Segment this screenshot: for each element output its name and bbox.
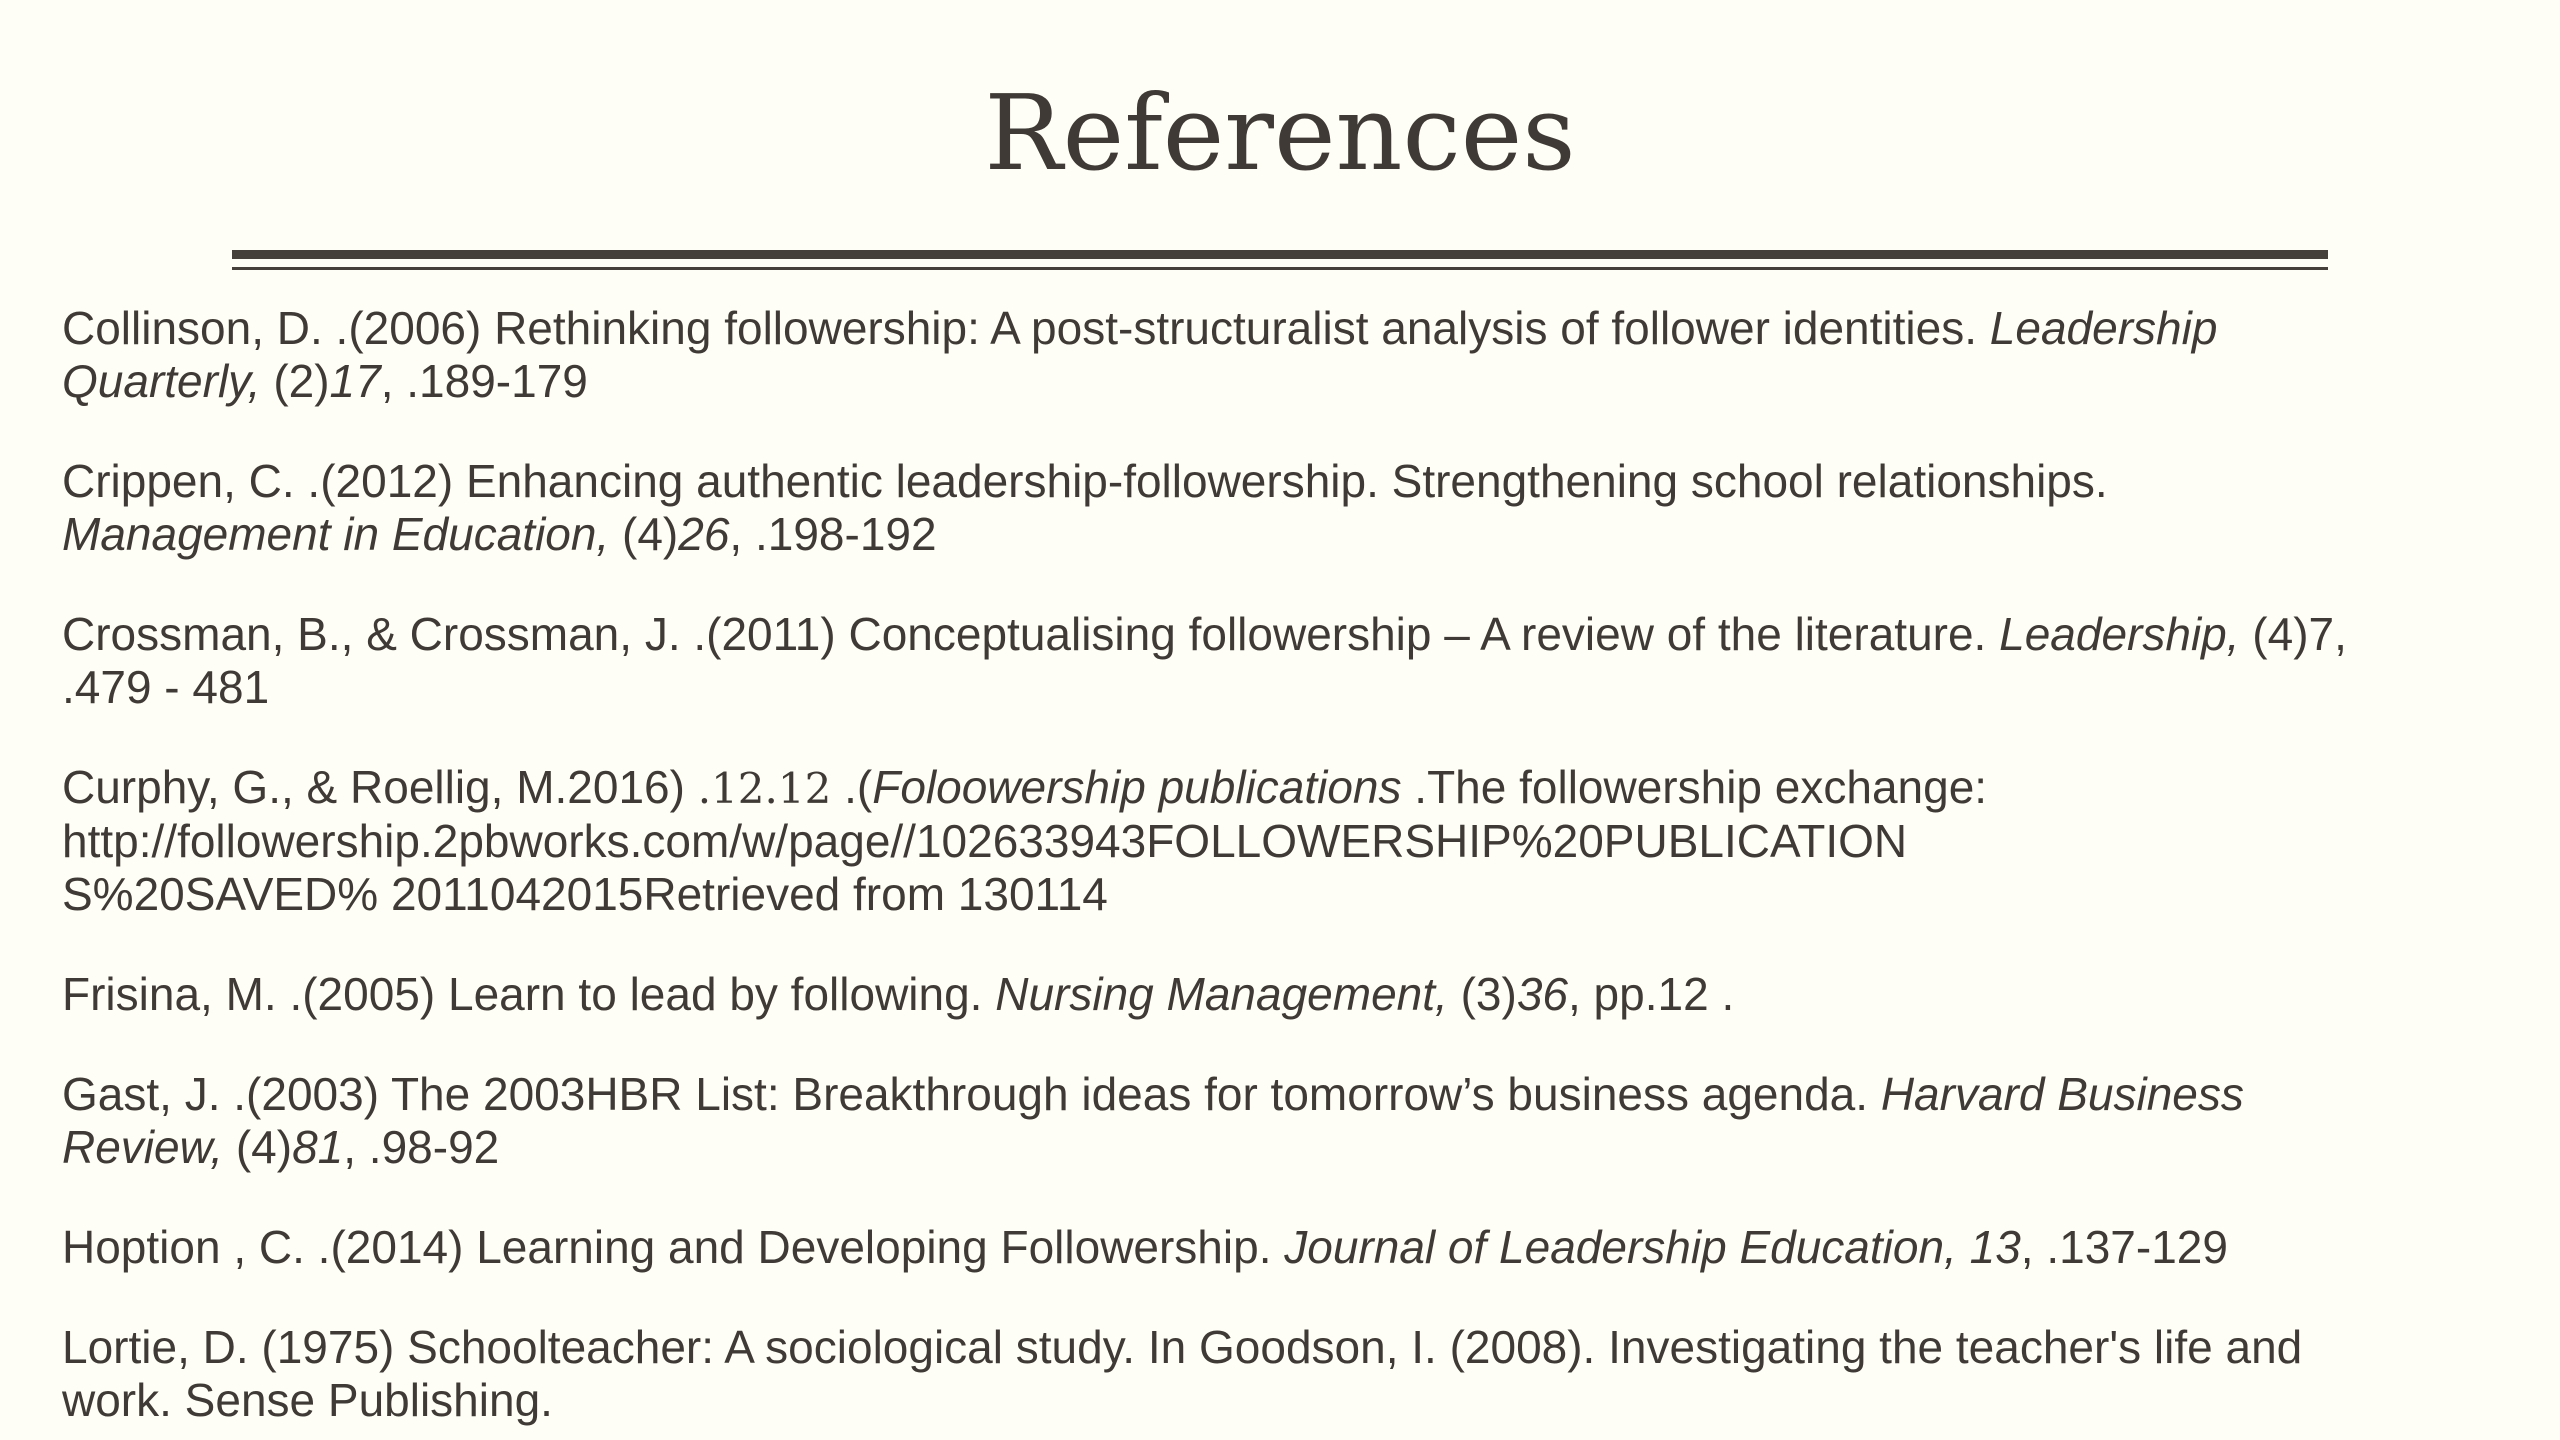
reference-collinson xyxy=(62,302,2532,408)
reference-line: Curphy, G., & Roellig, M.2016) .12.12 .(Foloowership publications .The followership exchange: xyxy=(62,761,1988,813)
reference-hoption xyxy=(62,1221,2532,1274)
reference-line: Management in Education, (4)26, .198-192 xyxy=(62,508,937,560)
reference-line: S%20SAVED% 2011042015Retrieved from 130114 xyxy=(62,868,1108,920)
reference-lortie xyxy=(62,1321,2532,1427)
reference-line: Crippen, C. .(2012) Enhancing authentic leadership-followership. Strengthening school relationships. xyxy=(62,455,2108,507)
reference-line: Quarterly, (2)17, .189-179 xyxy=(62,355,588,407)
reference-list xyxy=(62,302,2532,1440)
reference-line: work. Sense Publishing. xyxy=(62,1374,553,1426)
title-divider-thin xyxy=(232,267,2328,270)
reference-line: Gast, J. .(2003) The 2003HBR List: Breakthrough ideas for tomorrow’s business agenda. Harvard Business xyxy=(62,1068,2244,1120)
reference-crippen xyxy=(62,455,2532,561)
reference-frisina xyxy=(62,968,2532,1021)
reference-line: Crossman, B., & Crossman, J. .(2011) Conceptualising followership – A review of the literature. Leadership, (4)7, xyxy=(62,608,2347,660)
reference-crossman xyxy=(62,608,2532,714)
reference-line: Hoption , C. .(2014) Learning and Developing Followership. Journal of Leadership Education, 13, .137-129 xyxy=(62,1221,2228,1273)
reference-line: Review, (4)81, .98-92 xyxy=(62,1121,500,1173)
reference-line: Collinson, D. .(2006) Rethinking followership: A post-structuralist analysis of follower identities. Leadership xyxy=(62,302,2218,354)
reference-line: Lortie, D. (1975) Schoolteacher: A sociological study. In Goodson, I. (2008). Investigating the teacher's life and xyxy=(62,1321,2303,1373)
reference-line: .479 - 481 xyxy=(62,661,270,713)
reference-line: Frisina, M. .(2005) Learn to lead by following. Nursing Management, (3)36, pp.12 . xyxy=(62,968,1735,1020)
reference-gast xyxy=(62,1068,2532,1174)
slide-title: References xyxy=(984,72,1576,194)
reference-url: http://followership.2pbworks.com/w/page//102633943FOLLOWERSHIP%20PUBLICATION xyxy=(62,815,1908,867)
reference-curphy xyxy=(62,761,2532,921)
title-divider-thick xyxy=(232,250,2328,259)
